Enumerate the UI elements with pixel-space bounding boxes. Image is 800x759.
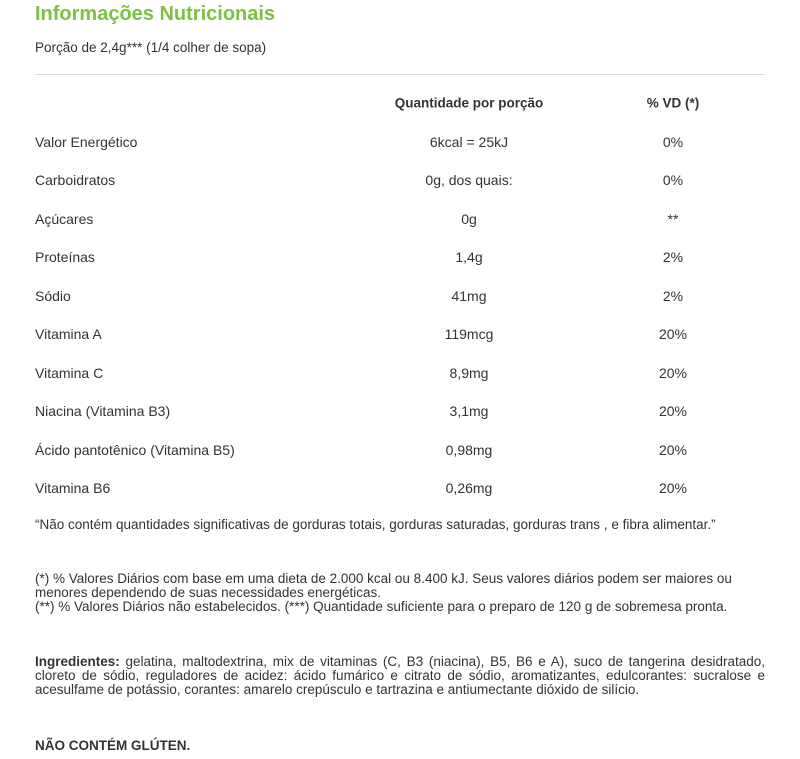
nutrient-vd: 2%	[662, 287, 684, 304]
divider	[35, 74, 765, 75]
nutrient-name: Açúcares	[35, 210, 94, 227]
nutrient-quantity: 0g	[461, 210, 477, 227]
nutrient-name: Niacina (Vitamina B3)	[35, 403, 171, 420]
table-row	[35, 392, 765, 431]
vd-footnote: (*) % Valores Diários com base em uma dieta de 2.000 kcal ou 8.400 kJ. Seus valores diários podem ser maiores ou menores dependendo de suas necessidades energéticas.	[35, 571, 732, 600]
table-row	[35, 277, 765, 316]
nutrient-quantity: 0,26mg	[445, 480, 493, 497]
nutrient-name: Proteínas	[35, 249, 95, 266]
page-title: Informações Nutricionais	[35, 3, 276, 25]
nutrient-vd: 0%	[662, 172, 684, 189]
nutrient-quantity: 1,4g	[455, 249, 483, 266]
table-row	[35, 354, 765, 393]
footnote-2-3: (**) % Valores Diários não estabelecidos. (***) Quantidade suficiente para o preparo de 120 g de sobremesa pronta.	[35, 599, 728, 614]
nutrient-name: Ácido pantotênico (Vitamina B5)	[35, 441, 235, 458]
nutrient-quantity: 0,98mg	[445, 441, 493, 458]
nutrient-quantity: 6kcal = 25kJ	[429, 133, 509, 150]
table-row	[35, 315, 765, 354]
nutrient-vd: 20%	[658, 364, 688, 381]
nutrient-vd: 20%	[658, 441, 688, 458]
ingredients-text: gelatina, maltodextrina, mix de vitaminas (C, B3 (niacina), B5, B6 e A), suco de tangerina desidratado, cloreto de sódio, reguladores de acidez: ácido fumárico e citrato de sódio, aromatizantes, edulcorantes: sucralose e acesulfame de potássio, corantes: amarelo crepúsculo e tartrazina e antiumectante dióxido de silício.	[35, 654, 765, 697]
header-vd: % VD (*)	[646, 95, 700, 111]
nutrient-name: Valor Energético	[35, 133, 138, 150]
nutrient-quantity: 0g, dos quais:	[425, 172, 513, 189]
table-row	[35, 238, 765, 277]
nutrition-table	[35, 84, 765, 508]
nutrient-name: Carboidratos	[35, 172, 116, 189]
table-row	[35, 123, 765, 162]
table-body	[35, 123, 765, 508]
table-row	[35, 431, 765, 470]
nutrient-vd: **	[667, 210, 679, 227]
nutrient-vd: 0%	[662, 133, 684, 150]
ingredients-label: Ingredientes:	[35, 654, 120, 669]
nutrient-vd: 20%	[658, 403, 688, 420]
table-row	[35, 469, 765, 508]
table-row	[35, 161, 765, 200]
gluten-notice: NÃO CONTÉM GLÚTEN.	[35, 738, 191, 753]
nutrient-name: Sódio	[35, 287, 71, 304]
nutrient-name: Vitamina A	[35, 326, 102, 343]
nutrient-vd: 2%	[662, 249, 684, 266]
nutrient-name: Vitamina B6	[35, 480, 111, 497]
header-quantity: Quantidade por porção	[394, 95, 544, 111]
nutrient-vd: 20%	[658, 480, 688, 497]
nutrient-quantity: 3,1mg	[449, 403, 489, 420]
nutrient-name: Vitamina C	[35, 364, 104, 381]
nutrient-quantity: 8,9mg	[449, 364, 489, 381]
not-significant-note: “Não contém quantidades significativas de gorduras totais, gorduras saturadas, gorduras trans , e fibra alimentar.”	[35, 517, 716, 532]
portion-size: Porção de 2,4g*** (1/4 colher de sopa)	[35, 40, 267, 55]
ingredients-block	[35, 655, 765, 697]
nutrient-vd: 20%	[658, 326, 688, 343]
nutrient-quantity: 41mg	[451, 287, 487, 304]
nutrient-quantity: 119mcg	[444, 326, 494, 343]
table-row	[35, 200, 765, 239]
table-header-row	[35, 84, 765, 123]
